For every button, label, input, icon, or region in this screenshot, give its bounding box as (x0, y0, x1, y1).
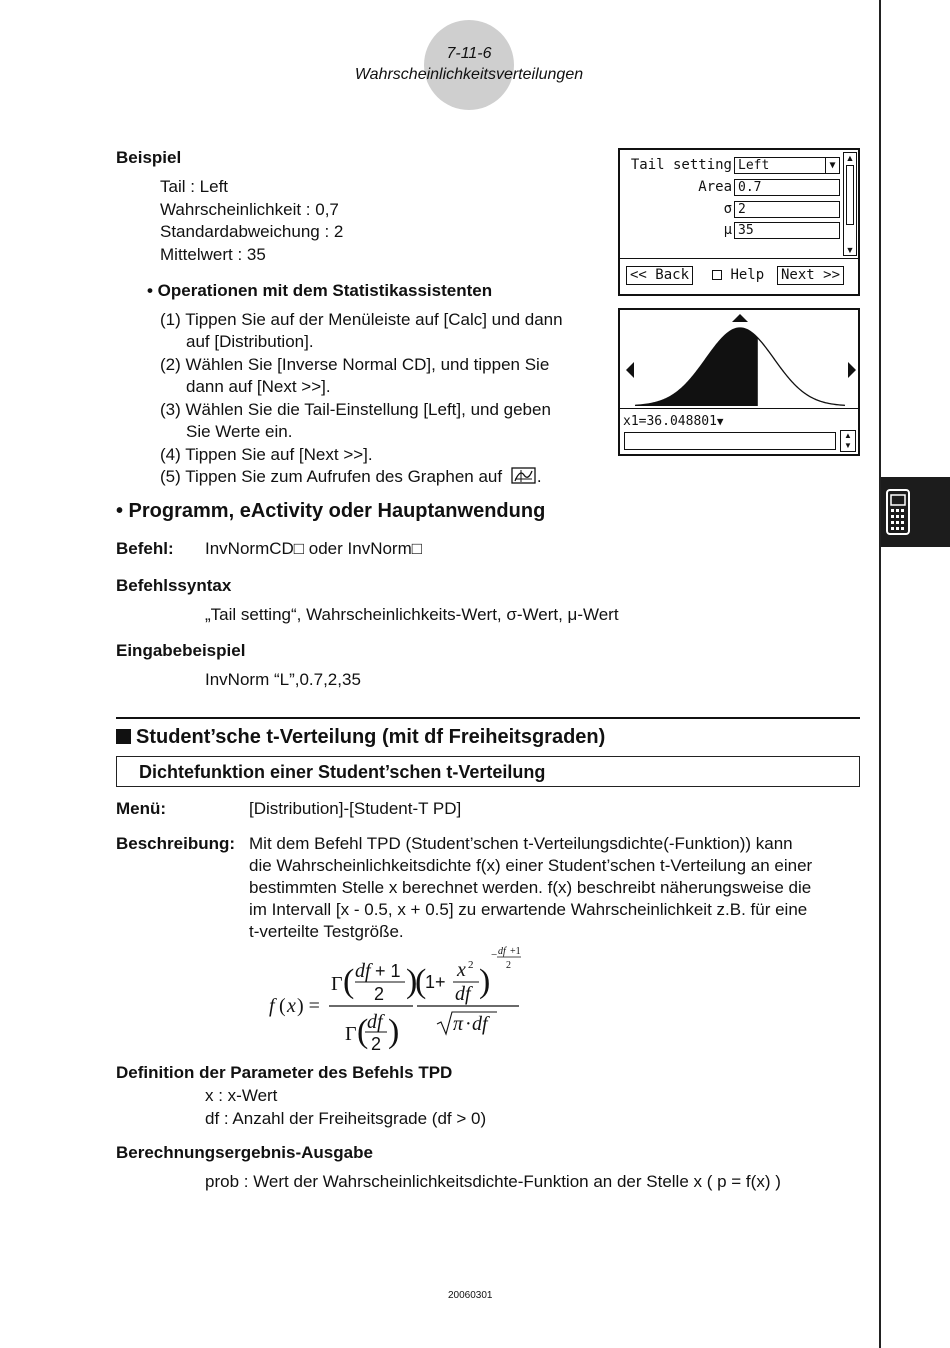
page-edge-rule (879, 0, 881, 1348)
ergebnis-heading: Berechnungsergebnis-Ausgabe (116, 1143, 373, 1162)
svg-text:df: df (367, 1011, 383, 1033)
x1-readout: x1=36.048801 (623, 414, 717, 429)
svg-text:(: ( (357, 1013, 369, 1050)
def-df: df : Anzahl der Freiheitsgrade (df > 0) (205, 1109, 487, 1128)
beschreibung-line: Mit dem Befehl TPD (Student’schen t-Verteilungsdichte(-Funktion)) kann (249, 834, 793, 853)
svg-text:1+: 1+ (425, 972, 446, 992)
beschreibung-line: die Wahrscheinlichkeitsdichte f(x) einer Student’schen t-Verteilung an einer (249, 856, 813, 875)
menu-label: Menü: (116, 799, 167, 818)
svg-text:): ) (388, 1013, 400, 1050)
beispiel-line: Wahrscheinlichkeit : 0,7 (160, 200, 339, 219)
ops-step-5-period: . (536, 467, 542, 486)
ops-step: (2) Wählen Sie [Inverse Normal CD], und tippen Sie (160, 355, 550, 374)
svg-text:x: x (287, 995, 296, 1017)
svg-text:·: · (465, 1013, 472, 1035)
student-subheading: Dichtefunktion einer Student’schen t-Verteilung (139, 762, 546, 782)
ops-step (160, 467, 542, 487)
svg-text:Γ: Γ (331, 973, 343, 995)
graph-screen (618, 308, 860, 456)
beschreibung-line: t-verteilte Testgröße. (249, 922, 404, 941)
next-button[interactable]: Next >> (777, 266, 844, 285)
area-label: Area (698, 179, 732, 195)
definition-heading: Definition der Parameter des Befehls TPD (116, 1063, 453, 1082)
svg-text:df: df (455, 983, 471, 1005)
ops-step: dann auf [Next >>]. (186, 377, 331, 396)
def-x: x : x-Wert (205, 1086, 278, 1105)
befehl-label: Befehl: (116, 539, 174, 558)
ops-step: auf [Distribution]. (186, 332, 314, 351)
beispiel-line: Standardabweichung : 2 (160, 222, 344, 241)
svg-text:(: ( (343, 963, 355, 1000)
scroll-down-icon[interactable]: ▼ (845, 245, 855, 255)
area-input[interactable]: 0.7 (734, 179, 840, 196)
help-checkbox[interactable] (712, 267, 764, 283)
beispiel-line: Tail : Left (160, 177, 229, 196)
svg-text:f: f (269, 995, 275, 1017)
svg-text:2: 2 (371, 1034, 382, 1054)
tail-setting-value: Left (738, 158, 770, 173)
sigma-input[interactable]: 2 (734, 201, 840, 218)
svg-text:df: df (472, 1013, 488, 1035)
back-button[interactable]: << Back (626, 266, 693, 285)
svg-text:(: ( (279, 995, 286, 1017)
programm-heading: • Programm, eActivity oder Hauptanwendung (116, 500, 546, 522)
header-circle (424, 20, 514, 110)
mu-input[interactable]: 35 (734, 222, 840, 239)
svg-text:): ) (479, 963, 491, 1000)
svg-text:df: df (355, 960, 371, 982)
beispiel-heading: Beispiel (116, 148, 182, 167)
syntax-line: „Tail setting“, Wahrscheinlichkeits-Wert, σ-Wert, μ-Wert (205, 605, 619, 624)
scroll-thumb[interactable] (846, 165, 854, 225)
svg-text:Γ: Γ (345, 1023, 357, 1045)
beschreibung-label: Beschreibung: (116, 834, 236, 853)
square-bullet-icon (116, 729, 131, 744)
arrow-up-icon[interactable] (732, 314, 748, 322)
eingabe-line: InvNorm “L”,0.7,2,35 (205, 670, 361, 689)
readout (623, 414, 724, 429)
scroll-up-icon[interactable]: ▲ (845, 153, 855, 163)
arrow-left-icon[interactable] (626, 362, 634, 378)
scrollbar[interactable] (843, 152, 857, 256)
wizard-screen (618, 148, 860, 296)
ops-step-5-text: (5) Tippen Sie zum Aufrufen des Graphen auf (160, 467, 503, 486)
divider (620, 258, 858, 259)
svg-text:−: − (491, 949, 498, 961)
checkbox-icon (712, 270, 722, 280)
ergebnis-line: prob : Wert der Wahrscheinlichkeitsdichte-Funktion an der Stelle x ( p = f(x) ) (205, 1172, 781, 1191)
befehl-value: InvNormCD□ oder InvNorm□ (205, 539, 423, 558)
svg-text:+1: +1 (510, 946, 521, 957)
svg-text:x: x (457, 959, 466, 981)
svg-text:2: 2 (374, 984, 385, 1004)
student-heading (116, 726, 605, 749)
divider (620, 408, 858, 409)
mu-label: μ (723, 222, 732, 238)
ops-step: Sie Werte ein. (186, 422, 293, 441)
t-density-formula (265, 944, 535, 1058)
beschreibung-line: im Intervall [x - 0.5, x + 0.5] zu erwartende Wahrscheinlichkeit z.B. für eine (249, 900, 808, 919)
graph-icon (511, 467, 537, 485)
ops-step: (1) Tippen Sie auf der Menüleiste auf [Calc] und dann (160, 310, 563, 329)
normal-curve-graph (620, 310, 858, 408)
svg-text:π: π (453, 1013, 464, 1035)
ops-heading: • Operationen mit dem Statistikassistenten (147, 281, 493, 300)
section-rule (116, 717, 860, 719)
syntax-heading: Befehlssyntax (116, 576, 232, 595)
entry-scroll[interactable]: ▲ ▼ (840, 430, 856, 452)
footer-code: 20060301 (448, 1290, 493, 1301)
chapter-tab (881, 477, 950, 547)
eingabe-heading: Eingabebeispiel (116, 641, 246, 660)
calculator-icon (881, 477, 950, 547)
dropdown-arrow-icon[interactable]: ▼ (716, 415, 724, 428)
arrow-right-icon[interactable] (848, 362, 856, 378)
menu-value: [Distribution]-[Student-T PD] (249, 799, 462, 818)
help-label: Help (730, 267, 765, 283)
tail-setting-label: Tail setting (630, 157, 732, 173)
sigma-label: σ (723, 201, 732, 217)
page-title: Wahrscheinlichkeitsverteilungen (354, 66, 584, 83)
chevron-down-icon: ▼ (825, 158, 839, 173)
svg-text:+ 1: + 1 (375, 961, 401, 981)
tail-setting-select[interactable] (734, 157, 840, 174)
ops-step: (3) Wählen Sie die Tail-Einstellung [Left], und geben (160, 400, 551, 419)
svg-text:2: 2 (468, 959, 474, 971)
svg-text:): ) (406, 963, 418, 1000)
student-heading-text: Student’sche t-Verteilung (mit df Freiheitsgraden) (136, 726, 606, 748)
ops-step: (4) Tippen Sie auf [Next >>]. (160, 445, 373, 464)
svg-text:) =: ) = (297, 995, 320, 1017)
svg-text:(: ( (415, 963, 427, 1000)
svg-text:df: df (498, 946, 506, 957)
entry-line[interactable] (624, 432, 836, 450)
page-number: 7-11-6 (446, 45, 492, 62)
svg-text:2: 2 (506, 960, 511, 971)
shaded-area (635, 328, 758, 406)
beschreibung-line: bestimmten Stelle x berechnet werden. f(x) beschreibt näherungsweise die (249, 878, 812, 897)
beispiel-line: Mittelwert : 35 (160, 245, 266, 264)
